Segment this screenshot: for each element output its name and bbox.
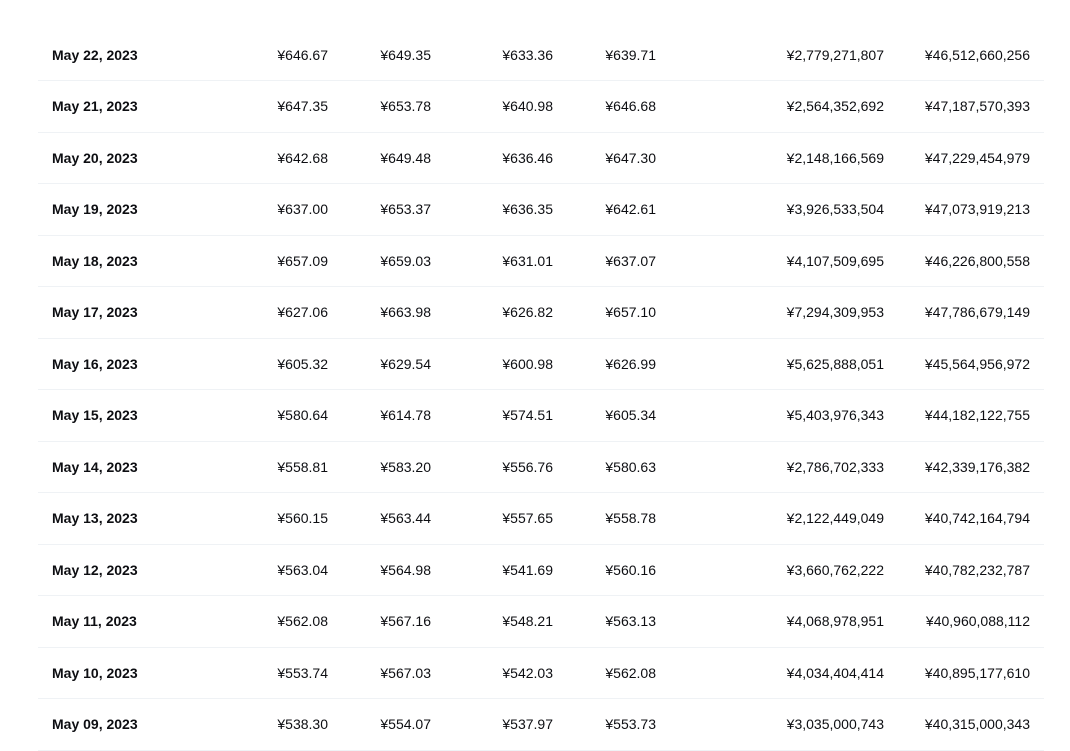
historical-data-table-container — [38, 29, 1044, 751]
cell-open: ¥580.64 — [277, 407, 328, 424]
cell-date: May 11, 2023 — [52, 613, 137, 630]
cell-high: ¥567.03 — [380, 664, 431, 681]
cell-date: May 13, 2023 — [52, 510, 138, 527]
cell-close: ¥580.63 — [605, 458, 656, 475]
table-row — [38, 338, 1044, 390]
cell-volume: ¥3,035,000,743 — [786, 716, 884, 733]
cell-open: ¥637.00 — [277, 201, 328, 218]
cell-close: ¥657.10 — [605, 304, 656, 321]
cell-date: May 19, 2023 — [52, 201, 138, 218]
cell-high: ¥554.07 — [380, 716, 431, 733]
cell-open: ¥605.32 — [277, 355, 328, 372]
table-row — [38, 441, 1044, 493]
cell-date: May 17, 2023 — [52, 304, 138, 321]
cell-close: ¥562.08 — [605, 664, 656, 681]
table-row — [38, 493, 1044, 545]
cell-volume: ¥2,786,702,333 — [786, 458, 884, 475]
cell-low: ¥626.82 — [502, 304, 553, 321]
cell-high: ¥629.54 — [380, 355, 431, 372]
cell-market-cap: ¥46,512,660,256 — [924, 46, 1030, 63]
cell-market-cap: ¥47,073,919,213 — [924, 201, 1030, 218]
table-row — [38, 235, 1044, 287]
cell-volume: ¥2,779,271,807 — [786, 46, 884, 63]
cell-open: ¥657.09 — [277, 252, 328, 269]
cell-volume: ¥4,107,509,695 — [786, 252, 884, 269]
cell-low: ¥636.35 — [502, 201, 553, 218]
cell-high: ¥653.37 — [380, 201, 431, 218]
cell-high: ¥614.78 — [380, 407, 431, 424]
cell-open: ¥553.74 — [277, 664, 328, 681]
cell-close: ¥553.73 — [605, 716, 656, 733]
cell-date: May 18, 2023 — [52, 252, 138, 269]
historical-data-table — [38, 29, 1044, 751]
cell-open: ¥563.04 — [277, 561, 328, 578]
cell-open: ¥646.67 — [277, 46, 328, 63]
cell-low: ¥640.98 — [502, 98, 553, 115]
cell-date: May 21, 2023 — [52, 98, 138, 115]
table-row — [38, 647, 1044, 699]
table-row — [38, 29, 1044, 81]
table-row — [38, 390, 1044, 442]
table-row — [38, 81, 1044, 133]
cell-close: ¥647.30 — [605, 149, 656, 166]
cell-high: ¥649.48 — [380, 149, 431, 166]
cell-high: ¥567.16 — [380, 613, 431, 630]
cell-date: May 15, 2023 — [52, 407, 138, 424]
cell-high: ¥659.03 — [380, 252, 431, 269]
cell-low: ¥537.97 — [502, 716, 553, 733]
cell-open: ¥558.81 — [277, 458, 328, 475]
cell-date: May 14, 2023 — [52, 458, 138, 475]
cell-low: ¥541.69 — [502, 561, 553, 578]
cell-low: ¥600.98 — [502, 355, 553, 372]
cell-close: ¥626.99 — [605, 355, 656, 372]
cell-market-cap: ¥47,187,570,393 — [924, 98, 1030, 115]
cell-market-cap: ¥40,782,232,787 — [924, 561, 1030, 578]
cell-high: ¥563.44 — [380, 510, 431, 527]
cell-volume: ¥2,122,449,049 — [786, 510, 884, 527]
table-row — [38, 184, 1044, 236]
cell-market-cap: ¥40,895,177,610 — [924, 664, 1030, 681]
cell-date: May 20, 2023 — [52, 149, 138, 166]
cell-close: ¥605.34 — [605, 407, 656, 424]
table-body — [38, 29, 1044, 750]
cell-high: ¥653.78 — [380, 98, 431, 115]
cell-low: ¥556.76 — [502, 458, 553, 475]
table-row — [38, 287, 1044, 339]
table-row — [38, 132, 1044, 184]
cell-close: ¥642.61 — [605, 201, 656, 218]
cell-volume: ¥3,926,533,504 — [786, 201, 884, 218]
cell-low: ¥636.46 — [502, 149, 553, 166]
cell-date: May 16, 2023 — [52, 355, 138, 372]
cell-open: ¥562.08 — [277, 613, 328, 630]
cell-market-cap: ¥40,960,088,112 — [925, 613, 1030, 630]
cell-open: ¥647.35 — [277, 98, 328, 115]
cell-close: ¥646.68 — [605, 98, 656, 115]
cell-open: ¥560.15 — [277, 510, 328, 527]
cell-volume: ¥4,068,978,951 — [786, 613, 884, 630]
cell-high: ¥583.20 — [380, 458, 431, 475]
cell-open: ¥627.06 — [277, 304, 328, 321]
cell-close: ¥560.16 — [605, 561, 656, 578]
cell-volume: ¥5,625,888,051 — [786, 355, 884, 372]
table-row — [38, 699, 1044, 751]
table-row — [38, 544, 1044, 596]
cell-volume: ¥7,294,309,953 — [786, 304, 884, 321]
cell-market-cap: ¥44,182,122,755 — [924, 407, 1030, 424]
cell-high: ¥649.35 — [380, 46, 431, 63]
cell-market-cap: ¥40,315,000,343 — [924, 716, 1030, 733]
cell-low: ¥548.21 — [502, 613, 553, 630]
cell-volume: ¥4,034,404,414 — [786, 664, 884, 681]
cell-low: ¥557.65 — [502, 510, 553, 527]
cell-market-cap: ¥45,564,956,972 — [924, 355, 1030, 372]
cell-market-cap: ¥47,786,679,149 — [924, 304, 1030, 321]
table-row — [38, 596, 1044, 648]
cell-close: ¥558.78 — [605, 510, 656, 527]
cell-volume: ¥5,403,976,343 — [786, 407, 884, 424]
cell-volume: ¥3,660,762,222 — [786, 561, 884, 578]
cell-low: ¥542.03 — [502, 664, 553, 681]
cell-volume: ¥2,564,352,692 — [786, 98, 884, 115]
cell-high: ¥564.98 — [380, 561, 431, 578]
cell-market-cap: ¥42,339,176,382 — [924, 458, 1030, 475]
cell-open: ¥642.68 — [277, 149, 328, 166]
cell-date: May 12, 2023 — [52, 561, 138, 578]
cell-volume: ¥2,148,166,569 — [786, 149, 884, 166]
cell-open: ¥538.30 — [277, 716, 328, 733]
cell-date: May 10, 2023 — [52, 664, 138, 681]
cell-date: May 09, 2023 — [52, 716, 138, 733]
cell-low: ¥631.01 — [502, 252, 553, 269]
cell-low: ¥574.51 — [502, 407, 553, 424]
cell-market-cap: ¥40,742,164,794 — [924, 510, 1030, 527]
cell-close: ¥637.07 — [605, 252, 656, 269]
cell-close: ¥639.71 — [605, 46, 656, 63]
cell-market-cap: ¥47,229,454,979 — [924, 149, 1030, 166]
cell-low: ¥633.36 — [502, 46, 553, 63]
cell-date: May 22, 2023 — [52, 46, 138, 63]
cell-market-cap: ¥46,226,800,558 — [924, 252, 1030, 269]
cell-high: ¥663.98 — [380, 304, 431, 321]
cell-close: ¥563.13 — [605, 613, 656, 630]
